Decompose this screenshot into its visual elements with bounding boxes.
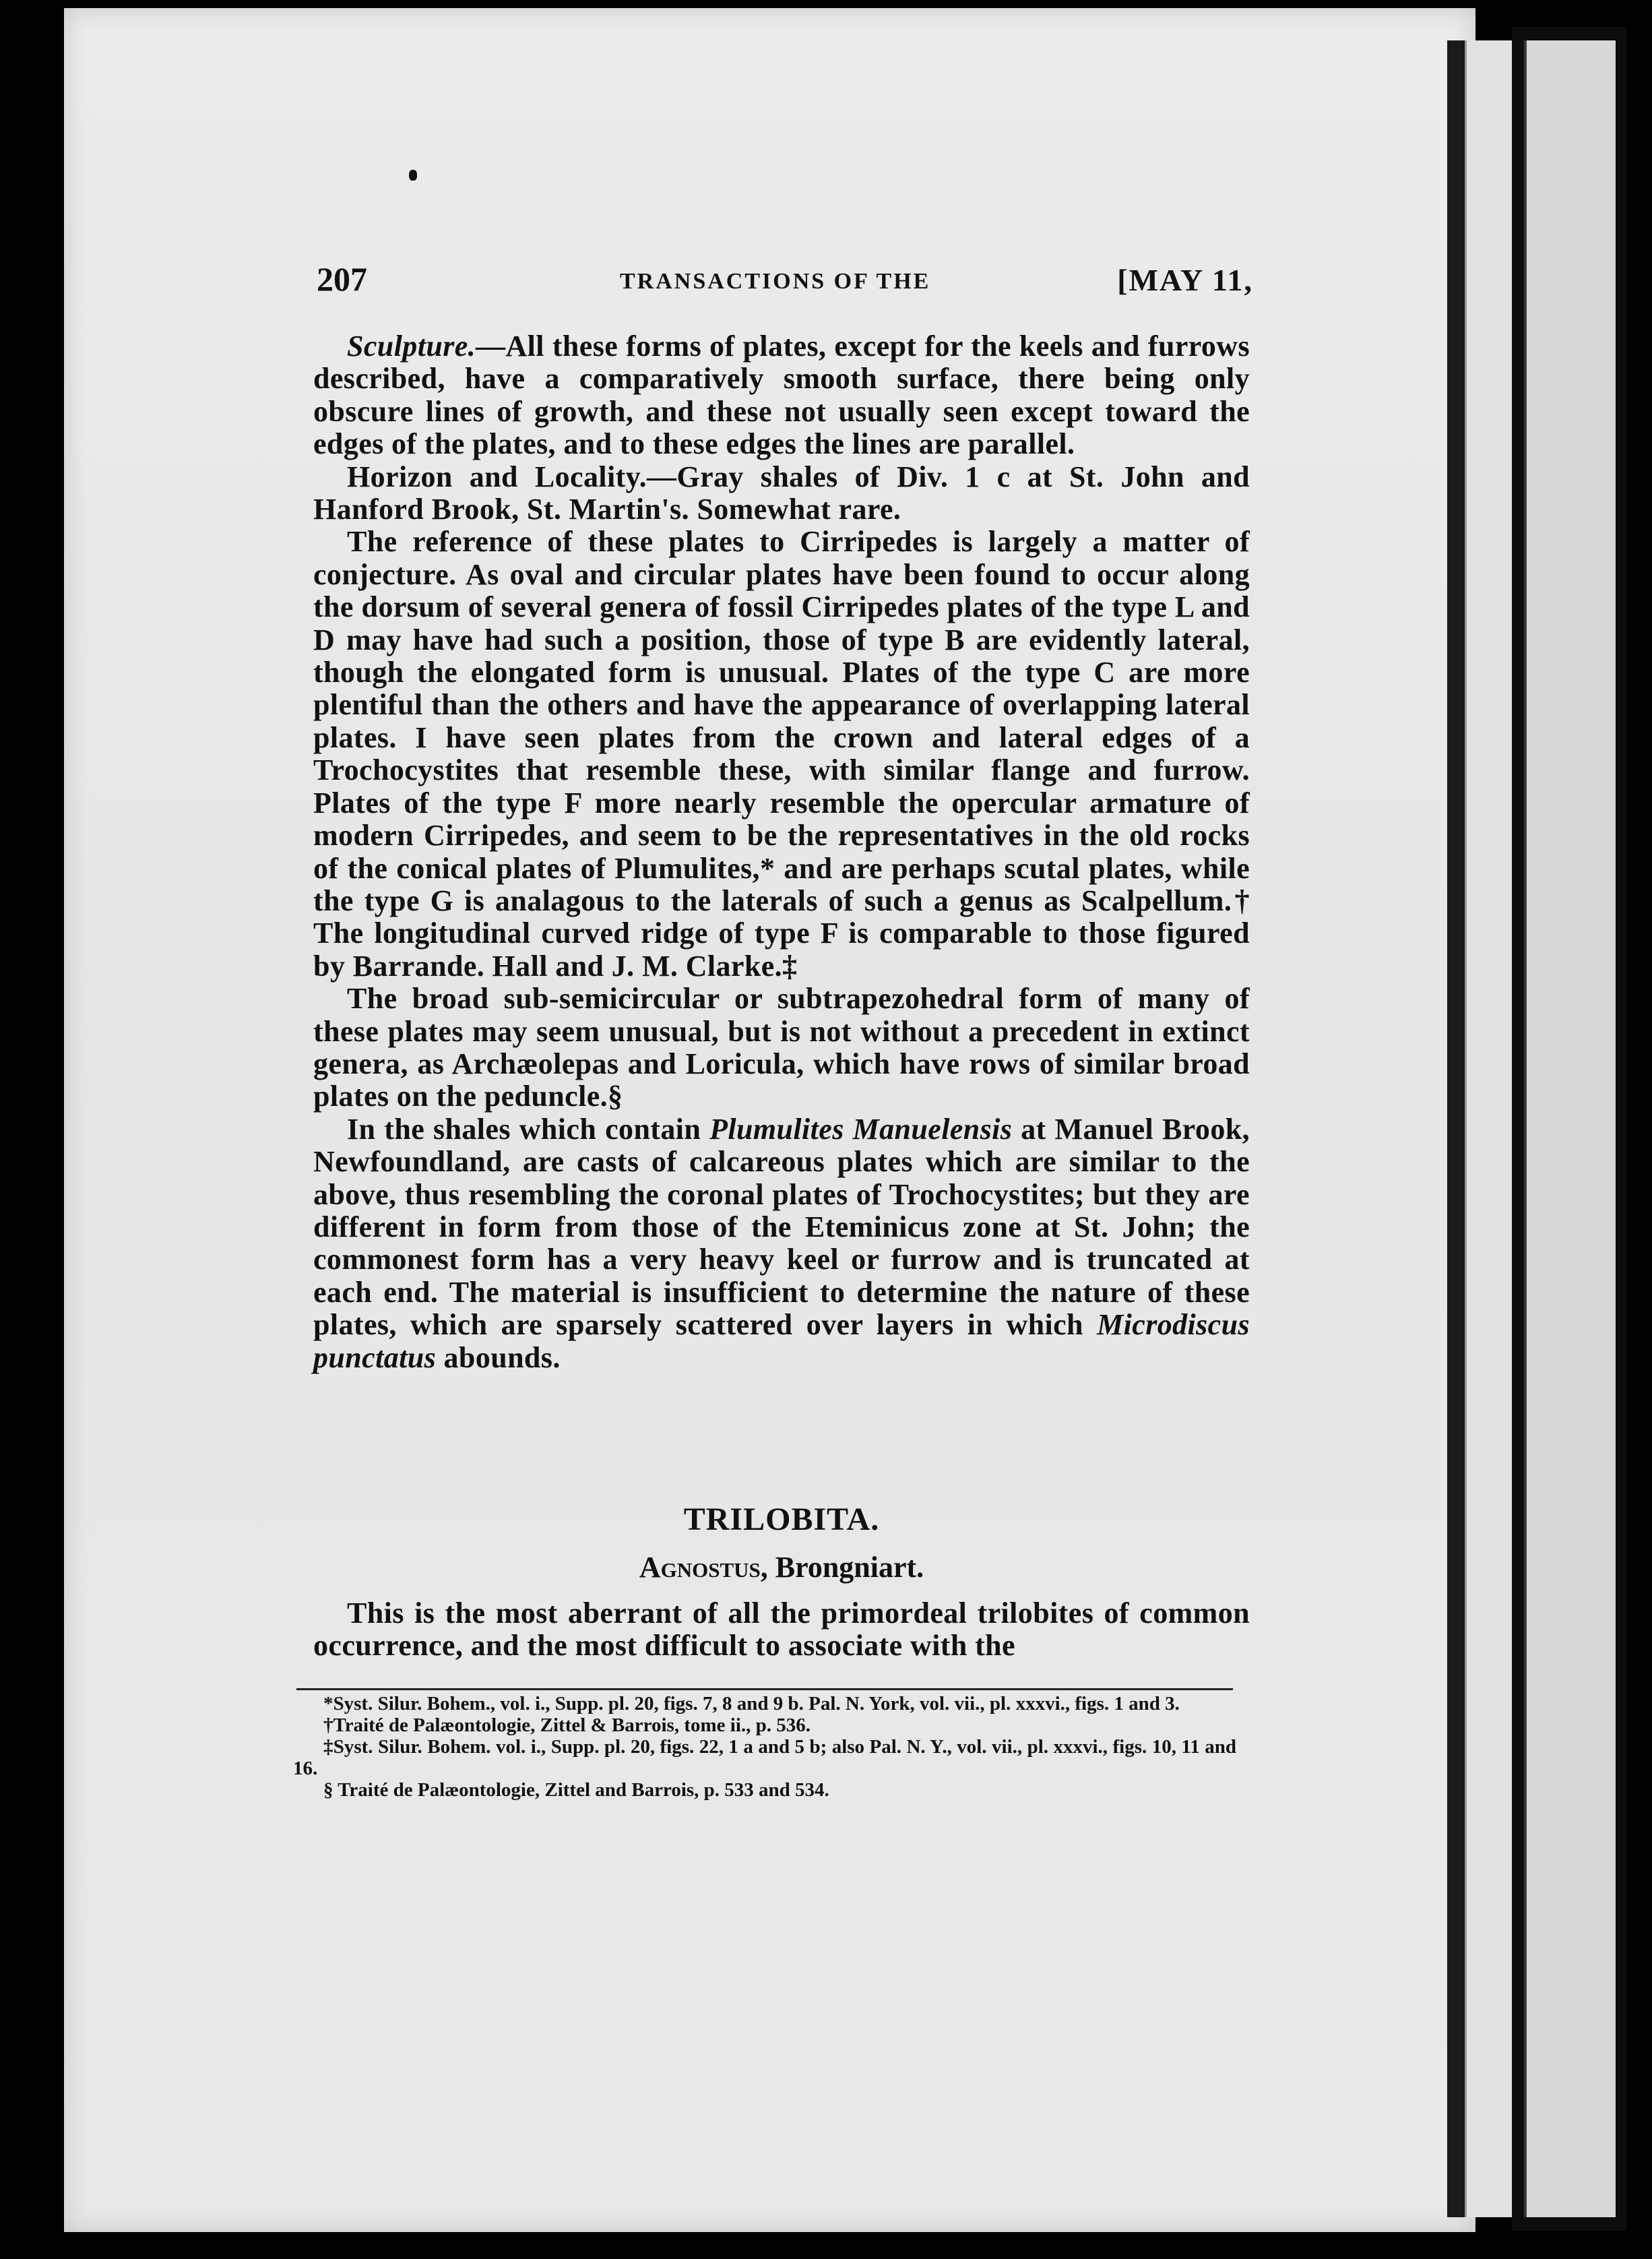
sculpture-text: —All these forms of plates, except for the keels and furrows described, have a comparatively smooth surface, there being only obscure lines of growth, and these not usually seen except toward the edges of the plates, and to these edges the lines are parallel. (313, 330, 1250, 461)
footnote: †Traité de Palæontologie, Zittel & Barrois, tome ii., p. 536. (323, 1714, 811, 1736)
paragraph-broad: The broad sub-semicircular or subtrapezohedral form of many of these plates may seem unusual, but is not without a precedent in extinct genera, as Archæolepas and Loricula, which have rows of similar broad plates on the peduncle.§ (313, 982, 1250, 1113)
adjacent-page-edge (1465, 40, 1514, 2217)
paragraph-reference: The reference of these plates to Cirripedes is largely a matter of conjecture. As oval and circular plates have been found to occur along the dorsum of several genera of fossil Cirripedes plates of the type L and D may have had such a position, those of type B are evidently lateral, though the elongated form is unusual. Plates of the type C are more plentiful than the others and have the appearance of overlapping lateral plates. I have seen plates from the crown and lateral edges of a Trochocystites that resemble these, with similar flange and furrow. Plates of the type F more nearly resemble the opercular armature of modern Cirripedes, and seem to be the representatives in the old rocks of the conical plates of Plumulites,* and are perhaps scutal plates, while the type G is analagous to the laterals of such a genus as Scalpellum.† The longitudinal curved ridge of type F is comparable to those figured by Barrande. Hall and J. M. Clarke.‡ (313, 525, 1250, 983)
page-number: 207 (317, 260, 367, 298)
shales-text-a: In the shales which contain (347, 1112, 710, 1146)
ink-speck (409, 170, 417, 181)
footnote: *Syst. Silur. Bohem., vol. i., Supp. pl. 20, figs. 7, 8 and 9 b. Pal. N. York, vol. vii., pl. xxxvi., figs. 1 and 3. (323, 1693, 1180, 1714)
section-heading: TRILOBITA. (683, 1502, 880, 1537)
paragraph-sculpture (313, 330, 1250, 461)
page-gutter-shadow (1447, 40, 1465, 2217)
running-title: TRANSACTIONS OF THE (620, 269, 931, 294)
species-name: Plumulites Manuelensis (709, 1112, 1013, 1146)
paragraph-horizon: Horizon and Locality.—Gray shales of Div. 1 c at St. John and Hanford Brook, St. Martin's. Somewhat rare. (313, 460, 1250, 526)
footnote-rule (296, 1688, 1233, 1690)
species-name-2: Microdiscus punctatus (313, 1308, 1250, 1374)
genus-author: , Brongniart. (760, 1551, 924, 1584)
paragraph-shales (313, 1113, 1250, 1374)
main-text (313, 330, 1250, 1374)
sculpture-label: Sculpture. (347, 330, 476, 363)
shales-text-b: at Manuel Brook, Newfoundland, are casts of calcareous plates which are similar to the above, thus resembling the coronal plates of Trochocystites; but they are different in form from those of the Eteminicus zone at St. John; the commonest form has a very heavy keel or furrow and is truncated at each end. The material is insufficient to determine the nature of these plates, which are sparsely scattered over layers in which (313, 1112, 1250, 1342)
section-text (313, 1597, 1250, 1663)
genus-heading (313, 1550, 1250, 1584)
shales-text-c: abounds. (436, 1340, 561, 1374)
footnotes (293, 1693, 1236, 1801)
genus-name: Agnostus (639, 1551, 761, 1584)
page-header (317, 259, 1253, 313)
paragraph-intro: This is the most aberrant of all the primordeal trilobites of common occurrence, and the most difficult to associate with the (313, 1597, 1250, 1663)
footnote: § Traité de Palæontologie, Zittel and Barrois, p. 533 and 534. (323, 1779, 829, 1801)
next-page-edge (1524, 40, 1616, 2217)
header-date: [MAY 11, (1117, 263, 1253, 297)
footnote: ‡Syst. Silur. Bohem. vol. i., Supp. pl. 20, figs. 22, 1 a and 5 b; also Pal. N. Y., vol. vii., pl. xxxvi., figs. 10, 11 and 16. (293, 1736, 1236, 1779)
